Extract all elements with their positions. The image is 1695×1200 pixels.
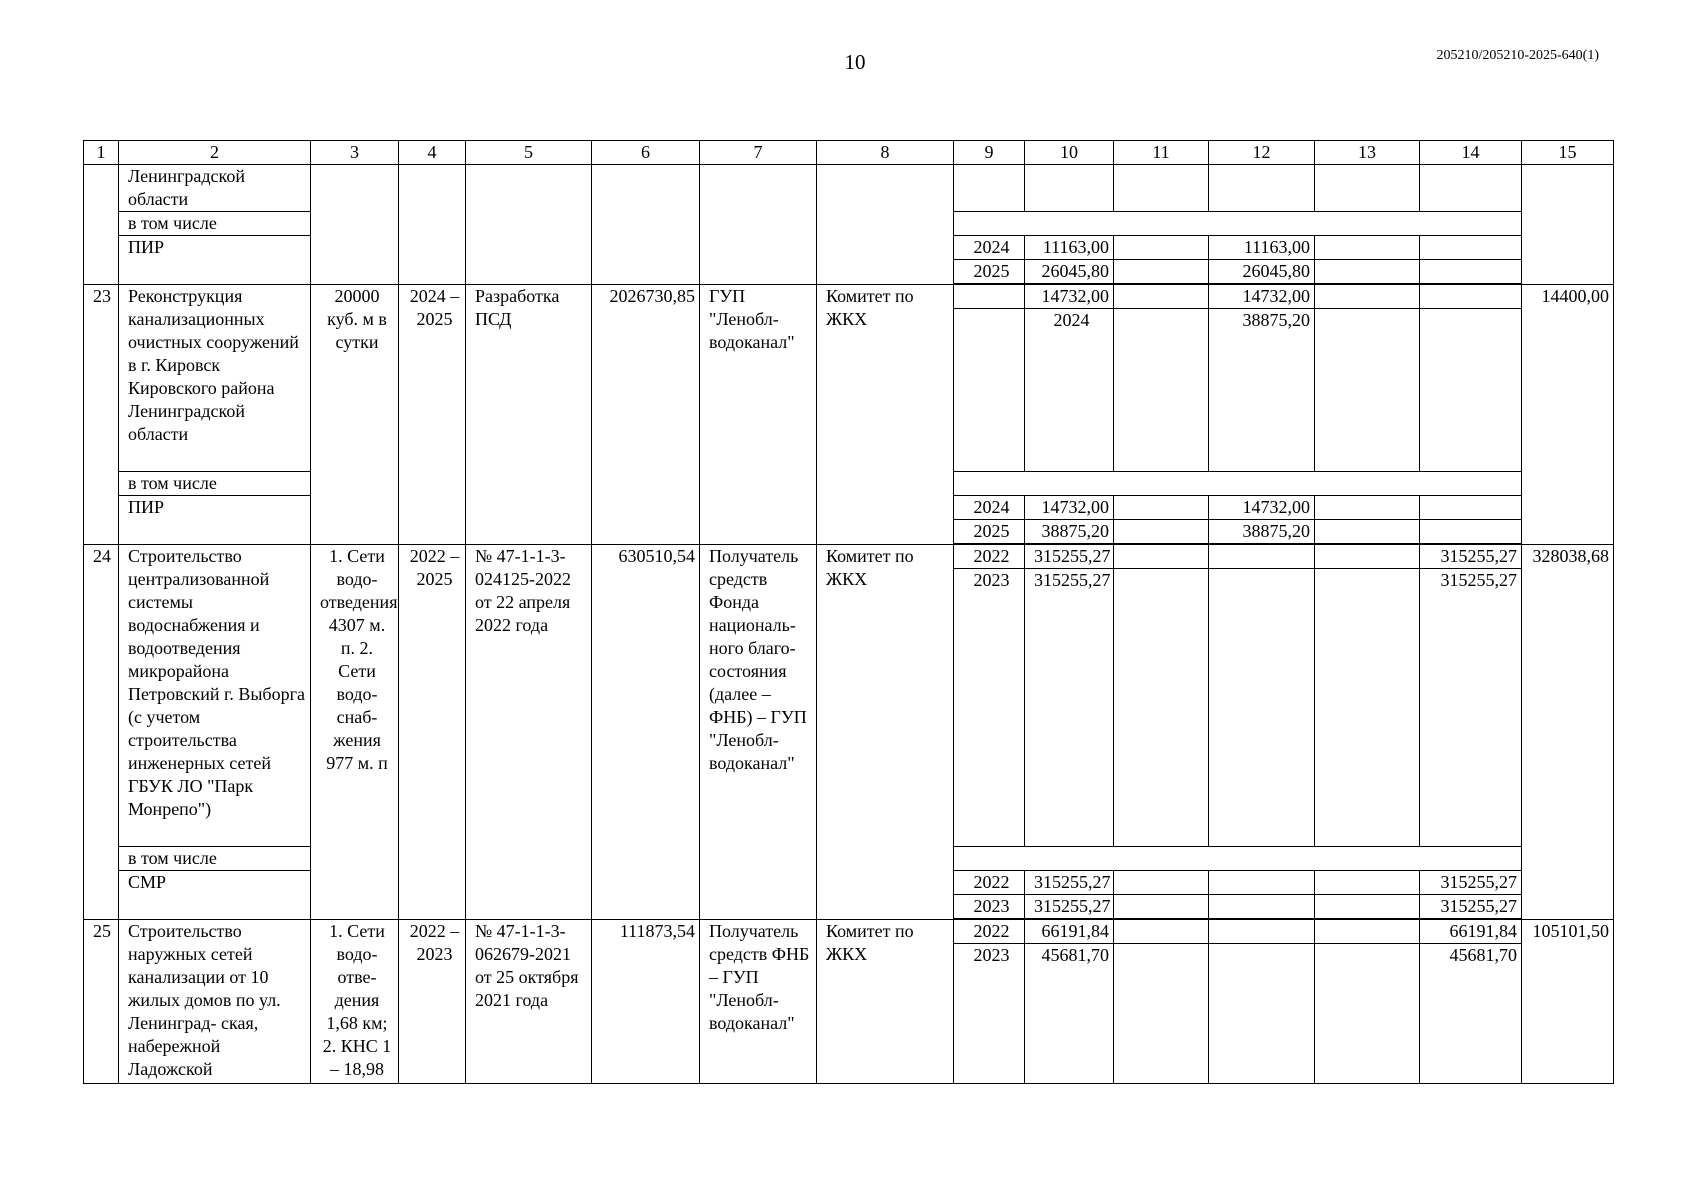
amount-cell: 14732,00 <box>1025 285 1114 309</box>
amount-cell: 66191,84 <box>1420 920 1522 944</box>
document: Разработка ПСД <box>466 285 592 545</box>
including-label: в том числе <box>119 847 311 871</box>
amount-cell: 45681,70 <box>1420 944 1522 1084</box>
amount-cell: 315255,27 <box>1025 545 1114 569</box>
amount-cell: 66191,84 <box>1025 920 1114 944</box>
table-row <box>84 920 1614 944</box>
estimated-cost: 111873,54 <box>592 920 700 1084</box>
estimated-cost: 630510,54 <box>592 545 700 920</box>
estimated-cost: 2026730,85 <box>592 285 700 545</box>
amount-cell: 14732,00 <box>1209 285 1315 309</box>
amount-cell <box>1420 520 1522 544</box>
subitem-label: ПИР <box>119 496 311 545</box>
column-header-row <box>84 141 1614 165</box>
authority: Комитет по ЖКХ <box>817 545 954 920</box>
document: № 47-1-1-3- 024125-2022 от 22 апреля 2022 года <box>466 545 592 920</box>
amount-cell <box>1420 496 1522 520</box>
object-name: Ленинградской области <box>119 165 311 212</box>
amount-cell <box>1209 895 1315 919</box>
column-header: 2 <box>119 141 311 165</box>
total-cell: 14400,00 <box>1522 285 1614 545</box>
including-label: в том числе <box>119 472 311 496</box>
amount-cell: 14732,00 <box>1209 496 1315 520</box>
amount-cell: 45681,70 <box>1025 944 1114 1084</box>
authority: Комитет по ЖКХ <box>817 285 954 545</box>
page-number: 10 <box>844 50 866 74</box>
year-cell: 2022 <box>954 545 1025 569</box>
amount-cell <box>1209 871 1315 895</box>
amount-cell: 2024 <box>1025 309 1114 472</box>
amount-cell <box>1209 920 1315 944</box>
including-label: в том числе <box>119 212 311 236</box>
year-cell: 2022 <box>954 920 1025 944</box>
amount-cell <box>1420 285 1522 309</box>
amount-cell: 315255,27 <box>1025 871 1114 895</box>
amount-cell <box>1209 944 1315 1084</box>
year-cell: 2025 <box>954 260 1025 284</box>
year-cell: 2025 <box>954 520 1025 544</box>
recipient: Получатель средств ФНБ – ГУП "Ленобл- водоканал" <box>700 920 817 1084</box>
subitem-label: ПИР <box>119 236 311 285</box>
amount-cell: 26045,80 <box>1209 260 1315 284</box>
column-header: 14 <box>1420 141 1522 165</box>
total-cell: 328038,68 <box>1522 545 1614 920</box>
column-header: 6 <box>592 141 700 165</box>
amount-cell: 14732,00 <box>1025 496 1114 520</box>
year-cell: 2023 <box>954 895 1025 919</box>
column-header: 12 <box>1209 141 1315 165</box>
amount-cell <box>1209 545 1315 569</box>
column-header: 3 <box>311 141 399 165</box>
amount-cell: 38875,20 <box>1025 520 1114 544</box>
capacity: 1. Сети водо- отведения 4307 м. п. 2. Сети водо- снаб- жения 977 м. п <box>311 545 399 920</box>
amount-cell: 38875,20 <box>1209 309 1315 472</box>
column-header: 15 <box>1522 141 1614 165</box>
amount-cell <box>1209 569 1315 847</box>
recipient: Получатель средств Фонда националь- ного благо- состояния (далее – ФНБ) – ГУП "Ленобл- водоканал" <box>700 545 817 920</box>
year-cell: 2022 <box>954 871 1025 895</box>
table-row <box>84 285 1614 309</box>
table-row <box>84 165 1614 212</box>
amount-cell: 315255,27 <box>1025 569 1114 847</box>
column-header: 5 <box>466 141 592 165</box>
amount-cell: 315255,27 <box>1025 895 1114 919</box>
object-name: Строительство наружных сетей канализации от 10 жилых домов по ул. Ленинград- ская, набережной Ладожской <box>119 920 311 1084</box>
amount-cell: 315255,27 <box>1420 871 1522 895</box>
year-cell <box>954 285 1025 309</box>
subitem-label: СМР <box>119 871 311 920</box>
period: 2022 – 2025 <box>399 545 466 920</box>
row-number: 23 <box>84 285 119 545</box>
column-header: 7 <box>700 141 817 165</box>
amount-cell: 26045,80 <box>1025 260 1114 284</box>
year-cell <box>954 309 1025 472</box>
program-table <box>83 140 1614 1084</box>
authority: Комитет по ЖКХ <box>817 920 954 1084</box>
amount-cell: 11163,00 <box>1025 236 1114 260</box>
year-cell: 2023 <box>954 944 1025 1084</box>
period: 2024 – 2025 <box>399 285 466 545</box>
amount-cell: 315255,27 <box>1420 895 1522 919</box>
column-header: 8 <box>817 141 954 165</box>
amount-cell: 315255,27 <box>1420 569 1522 847</box>
year-cell: 2023 <box>954 569 1025 847</box>
period: 2022 – 2023 <box>399 920 466 1084</box>
column-header: 10 <box>1025 141 1114 165</box>
amount-cell: 315255,27 <box>1420 545 1522 569</box>
year-cell: 2024 <box>954 496 1025 520</box>
recipient: ГУП "Ленобл- водоканал" <box>700 285 817 545</box>
amount-cell: 11163,00 <box>1209 236 1315 260</box>
amount-cell <box>1420 309 1522 472</box>
capacity: 20000 куб. м в сутки <box>311 285 399 545</box>
column-header: 1 <box>84 141 119 165</box>
total-cell: 105101,50 <box>1522 920 1614 1084</box>
capacity: 1. Сети водо- отве- дения 1,68 км; 2. КНС 1 – 18,98 <box>311 920 399 1084</box>
column-header: 11 <box>1114 141 1209 165</box>
row-number: 25 <box>84 920 119 1084</box>
row-number: 24 <box>84 545 119 920</box>
column-header: 9 <box>954 141 1025 165</box>
table-row <box>84 545 1614 569</box>
column-header: 4 <box>399 141 466 165</box>
document-code: 205210/205210-2025-640(1) <box>1436 48 1599 63</box>
column-header: 13 <box>1315 141 1420 165</box>
year-cell: 2024 <box>954 236 1025 260</box>
object-name: Реконструкция канализационных очистных сооружений в г. Кировск Кировского района Ленинградской области <box>119 285 311 472</box>
amount-cell: 38875,20 <box>1209 520 1315 544</box>
document: № 47-1-1-3- 062679-2021 от 25 октября 2021 года <box>466 920 592 1084</box>
object-name: Строительство централизованной системы водоснабжения и водоотведения микрорайона Петровский г. Выборга (с учетом строительства инженерных сетей ГБУК ЛО "Парк Монрепо") <box>119 545 311 847</box>
